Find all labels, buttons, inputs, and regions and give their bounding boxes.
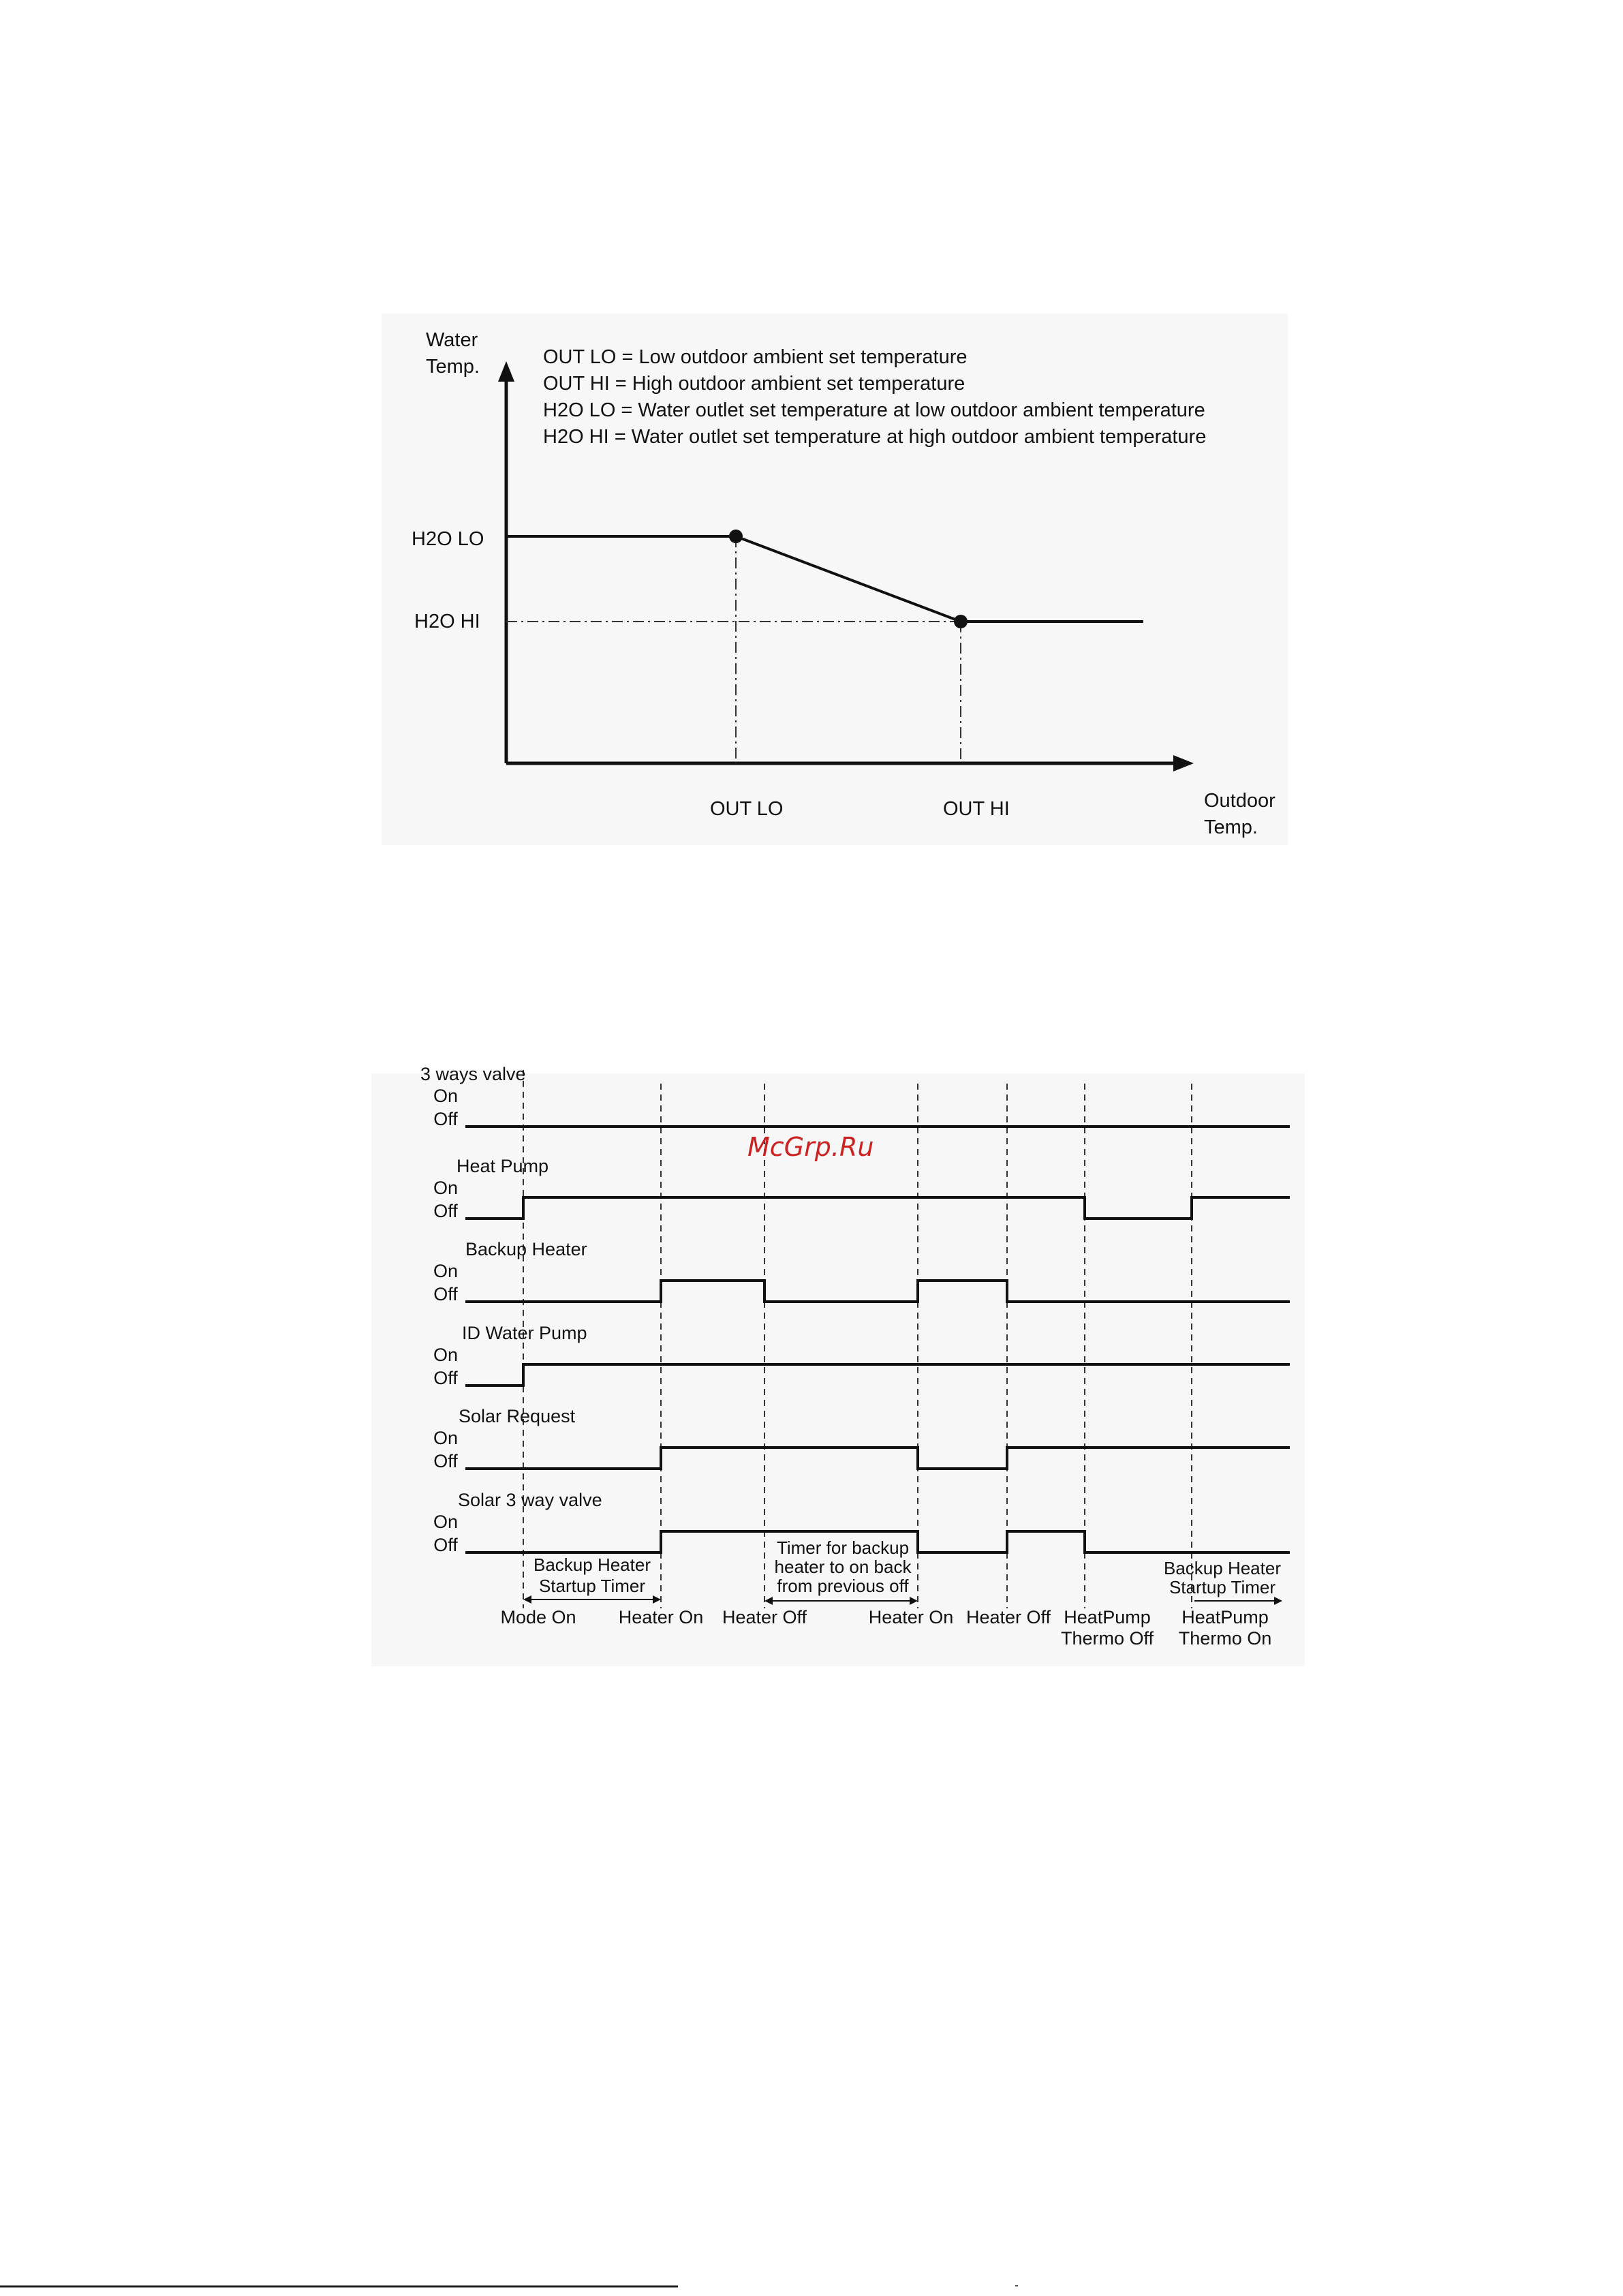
event-label: Heater On	[618, 1607, 704, 1627]
signal-off-label: Off	[433, 1109, 458, 1129]
timer-label: Backup Heater	[1164, 1558, 1281, 1578]
signal-on-label: On	[433, 1428, 459, 1448]
event-label: Heater Off	[722, 1607, 807, 1627]
signal-off-label: Off	[433, 1451, 458, 1471]
out-hi-point	[954, 615, 968, 628]
x-tick-out-hi: OUT HI	[943, 798, 1010, 820]
timer-label: Backup Heater	[534, 1555, 651, 1575]
signal-on-label: On	[433, 1178, 459, 1198]
legend-line: H2O HI = Water outlet set temperature at high outdoor ambient temperature	[543, 426, 1207, 448]
event-label: HeatPump	[1064, 1607, 1151, 1627]
legend-line: OUT LO = Low outdoor ambient set temperature	[543, 346, 968, 368]
y-axis-title-line1: Water	[426, 329, 478, 351]
signal-on-label: On	[433, 1261, 459, 1281]
y-tick-h2o-hi: H2O HI	[414, 611, 480, 632]
y-tick-h2o-lo: H2O LO	[412, 528, 484, 550]
event-label-line2: Thermo Off	[1060, 1628, 1154, 1649]
signal-name: Heat Pump	[457, 1156, 549, 1176]
x-axis-title-line1: Outdoor	[1204, 790, 1276, 812]
signal-name: Backup Heater	[465, 1239, 587, 1259]
signal-on-label: On	[433, 1086, 459, 1106]
signal-off-label: Off	[433, 1535, 458, 1555]
timer-label: Startup Timer	[1169, 1577, 1276, 1597]
signal-off-label: Off	[433, 1284, 458, 1304]
timer-label: Timer for backup	[776, 1537, 910, 1558]
watermark: McGrp.Ru	[747, 1132, 874, 1162]
timer-label: from previous off	[777, 1576, 909, 1596]
out-lo-point	[729, 530, 743, 543]
legend-line: OUT HI = High outdoor ambient set temperature	[543, 373, 965, 395]
signal-on-label: On	[433, 1512, 459, 1532]
timer-label: heater to on back	[774, 1557, 912, 1577]
timer-label: Startup Timer	[538, 1576, 646, 1596]
x-tick-out-lo: OUT LO	[710, 798, 784, 820]
signal-on-label: On	[433, 1345, 459, 1365]
event-label-line2: Thermo On	[1178, 1628, 1272, 1649]
event-label: Heater Off	[965, 1607, 1051, 1627]
signal-name: 3 ways valve	[420, 1064, 526, 1084]
event-label: Heater On	[868, 1607, 954, 1627]
legend-line: H2O LO = Water outlet set temperature at low outdoor ambient temperature	[543, 399, 1205, 421]
signal-name: ID Water Pump	[462, 1323, 587, 1343]
y-axis-title-line2: Temp.	[426, 356, 480, 378]
signal-off-label: Off	[433, 1368, 458, 1388]
signal-name: Solar 3 way valve	[458, 1490, 602, 1510]
signal-off-label: Off	[433, 1201, 458, 1221]
signal-name: Solar Request	[459, 1406, 576, 1426]
event-label: HeatPump	[1181, 1607, 1269, 1627]
event-label: Mode On	[500, 1607, 576, 1627]
water-temp-curve-chart	[382, 313, 1288, 845]
x-axis-title-line2: Temp.	[1204, 816, 1258, 838]
